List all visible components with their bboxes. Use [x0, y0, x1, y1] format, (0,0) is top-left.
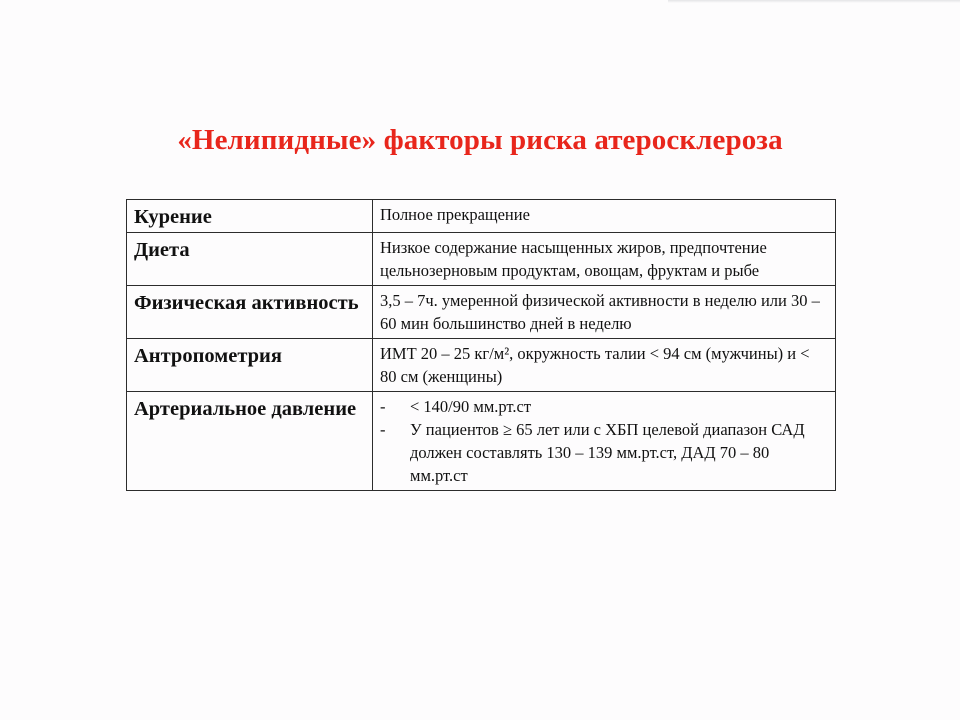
recommendation-cell: Низкое содержание насыщенных жиров, предпочтение цельнозерновым продуктам, овощам, фруктам и рыбе	[373, 233, 836, 286]
table-row	[127, 233, 836, 286]
recommendation-cell: ИМТ 20 – 25 кг/м², окружность талии < 94 см (мужчины) и < 80 см (женщины)	[373, 339, 836, 392]
risk-factors-table	[126, 199, 836, 491]
recommendation-cell: Полное прекращение	[373, 200, 836, 233]
bullet-dash: -	[380, 420, 386, 439]
window-edge-shadow	[668, 0, 960, 3]
factor-cell: Артериальное давление	[127, 392, 373, 491]
table-row	[127, 392, 836, 491]
list-item-text: У пациентов ≥ 65 лет или с ХБП целевой диапазон САД должен составлять 130 – 139 мм.рт.ст, ДАД 70 – 80 мм.рт.ст	[410, 420, 805, 485]
list-item	[380, 418, 829, 487]
list-item-text: < 140/90 мм.рт.ст	[410, 397, 532, 416]
recommendation-cell: 3,5 – 7ч. умеренной физической активности в неделю или 30 – 60 мин большинство дней в неделю	[373, 286, 836, 339]
factor-cell: Диета	[127, 233, 373, 286]
factor-cell: Физическая активность	[127, 286, 373, 339]
recommendation-cell	[373, 392, 836, 491]
table-row	[127, 200, 836, 233]
table-row	[127, 286, 836, 339]
factor-cell: Курение	[127, 200, 373, 233]
recommendation-list	[380, 395, 829, 487]
bullet-dash: -	[380, 397, 386, 416]
factor-cell: Антропометрия	[127, 339, 373, 392]
table-row	[127, 339, 836, 392]
slide-title: «Нелипидные» факторы риска атеросклероза	[177, 124, 783, 156]
list-item	[380, 395, 829, 418]
